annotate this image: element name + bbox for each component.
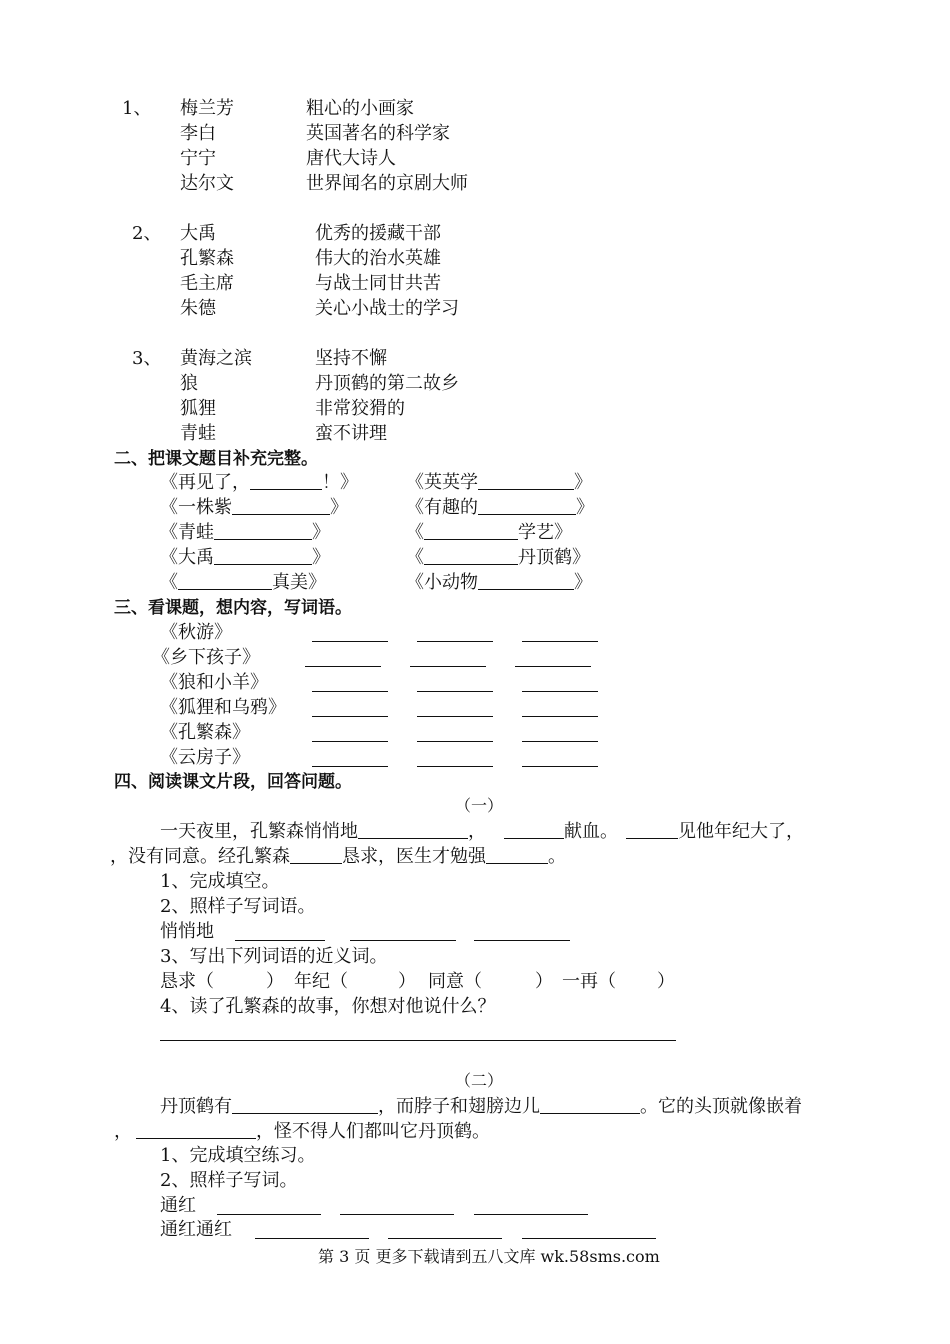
match-right-item: 伟大的治水英雄 — [315, 248, 441, 269]
fill-blank[interactable] — [358, 820, 468, 839]
match-left-item: 青蛙 — [180, 423, 216, 444]
word-blank[interactable] — [522, 721, 598, 742]
passage-1-label: （一） — [455, 796, 504, 815]
lesson-title: 《孔繁森》 — [160, 722, 250, 743]
word-blank[interactable] — [312, 746, 388, 767]
title-blank-item: 《青蛙 》 — [160, 522, 330, 543]
match-left-item: 大禹 — [180, 223, 216, 244]
fill-blank[interactable] — [232, 1095, 378, 1114]
fill-blank[interactable] — [136, 1120, 256, 1139]
word-blank[interactable] — [350, 920, 456, 941]
match-right-item: 蛮不讲理 — [315, 423, 387, 444]
word-blank[interactable] — [340, 1194, 454, 1215]
synonym-close: ） — [657, 971, 675, 992]
match-left-item: 毛主席 — [180, 273, 234, 294]
fill-blank[interactable] — [540, 1095, 640, 1114]
word-blank[interactable] — [235, 920, 325, 941]
word-blank[interactable] — [312, 621, 388, 642]
word-blank[interactable] — [417, 621, 493, 642]
example-word: 通红 — [160, 1195, 196, 1216]
word-blank[interactable] — [255, 1218, 369, 1239]
lesson-title: 《狐狸和乌鸦》 — [160, 697, 286, 718]
question-1: 1、完成填空。 — [160, 871, 280, 892]
synonym-close: ） — [535, 971, 553, 992]
word-blank[interactable] — [522, 746, 598, 767]
match-right-item: 唐代大诗人 — [306, 148, 396, 169]
fill-blank[interactable] — [214, 546, 312, 565]
title-blank-item: 《 学艺》 — [406, 522, 572, 543]
word-blank[interactable] — [417, 671, 493, 692]
word-blank[interactable] — [522, 671, 598, 692]
word-blank[interactable] — [522, 621, 598, 642]
match-right-item: 优秀的援藏干部 — [315, 223, 441, 244]
passage-2-label: （二） — [455, 1071, 504, 1090]
match-left-item: 朱德 — [180, 298, 216, 319]
section-2-heading: 二、把课文题目补充完整。 — [114, 449, 318, 469]
fill-blank[interactable] — [486, 845, 548, 864]
word-blank[interactable] — [312, 721, 388, 742]
match-right-item: 与战士同甘共苦 — [315, 273, 441, 294]
match-right-item: 粗心的小画家 — [306, 98, 414, 119]
fill-blank[interactable] — [478, 496, 576, 515]
word-blank[interactable] — [312, 696, 388, 717]
fill-blank[interactable] — [478, 571, 574, 590]
word-blank[interactable] — [305, 646, 381, 667]
synonym-word: 一再（ — [562, 971, 616, 992]
group-number: 2、 — [132, 223, 162, 244]
group-number: 1、 — [122, 98, 152, 119]
question-3: 3、写出下列词语的近义词。 — [160, 946, 388, 967]
match-right-item: 丹顶鹤的第二故乡 — [315, 373, 459, 394]
passage-2-line-1: 丹顶鹤有 ，而脖子和翅膀边儿 。它的头顶就像嵌着 — [160, 1096, 802, 1117]
match-left-item: 狐狸 — [180, 398, 216, 419]
title-blank-item: 《有趣的 》 — [406, 497, 594, 518]
word-blank[interactable] — [410, 646, 486, 667]
title-blank-item: 《 丹顶鹤》 — [406, 547, 590, 568]
match-left-item: 达尔文 — [180, 173, 234, 194]
lesson-title: 《云房子》 — [160, 747, 250, 768]
fill-blank[interactable] — [626, 820, 678, 839]
title-blank-item: 《一株紫 》 — [160, 497, 348, 518]
match-left-item: 李白 — [180, 123, 216, 144]
answer-line[interactable] — [160, 1020, 676, 1041]
page-footer: 第 3 页 更多下载请到五八文库 wk.58sms.com — [318, 1247, 660, 1266]
word-blank[interactable] — [417, 746, 493, 767]
word-blank[interactable] — [417, 721, 493, 742]
synonym-word: 恳求（ — [160, 971, 214, 992]
synonym-close: ） — [398, 971, 416, 992]
fill-blank[interactable] — [250, 471, 322, 490]
word-blank[interactable] — [417, 696, 493, 717]
word-blank[interactable] — [388, 1218, 502, 1239]
word-blank[interactable] — [474, 920, 570, 941]
fill-blank[interactable] — [504, 820, 564, 839]
word-blank[interactable] — [522, 1218, 656, 1239]
match-left-item: 梅兰芳 — [180, 98, 234, 119]
fill-blank[interactable] — [232, 496, 330, 515]
question-1: 1、完成填空练习。 — [160, 1145, 316, 1166]
word-blank[interactable] — [217, 1194, 321, 1215]
section-4-heading: 四、阅读课文片段，回答问题。 — [114, 772, 352, 792]
lesson-title: 《乡下孩子》 — [152, 647, 260, 668]
group-number: 3、 — [132, 348, 162, 369]
match-left-item: 宁宁 — [180, 148, 216, 169]
fill-blank[interactable] — [290, 845, 342, 864]
word-blank[interactable] — [474, 1194, 588, 1215]
match-left-item: 黄海之滨 — [180, 348, 252, 369]
question-4: 4、读了孔繁森的故事，你想对他说什么？ — [160, 996, 496, 1017]
synonym-word: 年纪（ — [294, 971, 348, 992]
title-blank-item: 《再见了， ！》 — [160, 472, 358, 493]
fill-blank[interactable] — [478, 471, 574, 490]
example-word: 悄悄地 — [160, 921, 214, 942]
match-right-item: 坚持不懈 — [315, 348, 387, 369]
match-right-item: 世界闻名的京剧大师 — [306, 173, 468, 194]
fill-blank[interactable] — [424, 521, 518, 540]
match-left-item: 狼 — [180, 373, 198, 394]
question-2: 2、照样子写词。 — [160, 1170, 298, 1191]
synonym-close: ） — [266, 971, 284, 992]
passage-2-line-2: ， ，怪不得人们都叫它丹顶鹤。 — [114, 1121, 490, 1142]
fill-blank[interactable] — [178, 571, 272, 590]
question-2: 2、照样子写词语。 — [160, 896, 316, 917]
title-blank-item: 《小动物 》 — [406, 572, 592, 593]
word-blank[interactable] — [515, 646, 591, 667]
word-blank[interactable] — [312, 671, 388, 692]
section-3-heading: 三、看课题，想内容，写词语。 — [114, 598, 352, 618]
fill-blank[interactable] — [214, 521, 312, 540]
lesson-title: 《狼和小羊》 — [160, 672, 268, 693]
lesson-title: 《秋游》 — [160, 622, 232, 643]
match-left-item: 孔繁森 — [180, 248, 234, 269]
example-word: 通红通红 — [160, 1219, 232, 1240]
passage-1-line-1: 一天夜里，孔繁森悄悄地 ， 献血。 见他年纪大了， — [160, 821, 804, 842]
word-blank[interactable] — [522, 696, 598, 717]
title-blank-item: 《英英学 》 — [406, 472, 592, 493]
match-right-item: 非常狡猾的 — [315, 398, 405, 419]
passage-1-line-2: ，没有同意。经孔繁森 恳求，医生才勉强 。 — [110, 846, 566, 867]
synonym-word: 同意（ — [428, 971, 482, 992]
match-right-item: 英国著名的科学家 — [306, 123, 450, 144]
fill-blank[interactable] — [424, 546, 518, 565]
title-blank-item: 《 真美》 — [160, 572, 326, 593]
title-blank-item: 《大禹 》 — [160, 547, 330, 568]
match-right-item: 关心小战士的学习 — [315, 298, 459, 319]
